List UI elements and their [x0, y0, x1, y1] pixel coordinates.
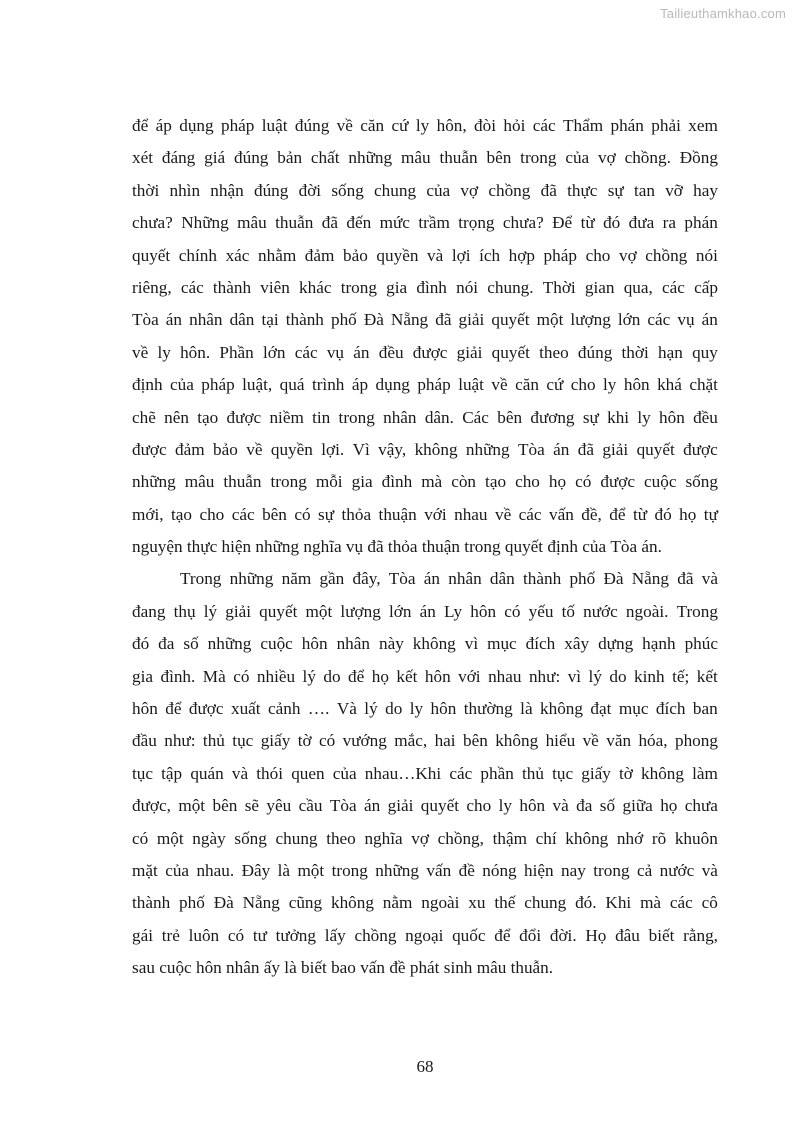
text-line: chưa? Những mâu thuẫn đã đến mức trầm trọng chưa? Để từ đó đưa ra phán — [132, 213, 718, 233]
text-line: định của pháp luật, quá trình áp dụng pháp luật về căn cứ cho ly hôn khá chặt — [132, 375, 718, 395]
text-line: đầu như: thủ tục giấy tờ có vướng mắc, hai bên không hiểu về văn hóa, phong — [132, 731, 718, 751]
text-line: mới, tạo cho các bên có sự thỏa thuận với nhau về các vấn đề, để từ đó họ tự — [132, 504, 718, 524]
text-line: gái trẻ luôn có tư tưởng lấy chồng ngoại quốc để đổi đời. Họ đâu biết rằng, — [132, 925, 718, 945]
text-line: thành phố Đà Nẵng cũng không nằm ngoài xu thế chung đó. Khi mà các cô — [132, 893, 718, 913]
text-line: những mâu thuẫn trong mỗi gia đình mà còn tạo cho họ có được cuộc sống — [132, 472, 718, 492]
text-line: có một ngày sống chung theo nghĩa vợ chồng, thậm chí không nhớ rõ khuôn — [132, 828, 718, 848]
text-line: gia đình. Mà có nhiều lý do để họ kết hôn với nhau như: vì lý do kinh tế; kết — [132, 666, 718, 686]
paragraph — [132, 563, 718, 984]
text-line: Tòa án nhân dân tại thành phố Đà Nẵng đã giải quyết một lượng lớn các vụ án — [132, 310, 718, 330]
text-line: được đảm bảo về quyền lợi. Vì vậy, không những Tòa án đã giải quyết được — [132, 439, 718, 459]
text-line: nguyện thực hiện những nghĩa vụ đã thỏa thuận trong quyết định của Tòa án. — [132, 537, 662, 557]
page-number: 68 — [416, 1057, 434, 1076]
text-line: Trong những năm gần đây, Tòa án nhân dân thành phố Đà Nẵng đã và — [180, 569, 718, 589]
text-line: đó đa số những cuộc hôn nhân này không vì mục đích xây dựng hạnh phúc — [132, 634, 718, 654]
text-line: thời nhìn nhận đúng đời sống chung của vợ chồng đã thực sự tan vỡ hay — [132, 180, 718, 200]
text-line: sau cuộc hôn nhân ấy là biết bao vấn đề phát sinh mâu thuẫn. — [132, 958, 554, 978]
text-line: để áp dụng pháp luật đúng về căn cứ ly hôn, đòi hỏi các Thẩm phán phải xem — [132, 116, 718, 135]
text-line: được, một bên sẽ yêu cầu Tòa án giải quyết cho ly hôn và đa số giữa họ chưa — [132, 796, 718, 816]
text-line: đang thụ lý giải quyết một lượng lớn án Ly hôn có yếu tố nước ngoài. Trong — [132, 601, 718, 621]
text-line: mặt của nhau. Đây là một trong những vấn đề nóng hiện nay trong cả nước và — [132, 860, 718, 880]
text-line: về ly hôn. Phần lớn các vụ án đều được giải quyết theo đúng thời hạn quy — [132, 342, 718, 362]
paragraph — [132, 110, 718, 563]
text-line: tục tập quán và thói quen của nhau…Khi các phần thủ tục giấy tờ không làm — [132, 763, 718, 783]
text-line: hôn để được xuất cảnh …. Và lý do ly hôn thường là không đạt mục đích ban — [132, 699, 718, 719]
text-line: chẽ nên tạo được niềm tin trong nhân dân. Các bên đương sự khi ly hôn đều — [132, 407, 718, 427]
text-line: xét đáng giá đúng bản chất những mâu thuẫn bên trong của vợ chồng. Đồng — [132, 148, 718, 168]
watermark: Tailieuthamkhao.com — [660, 6, 786, 21]
document-body — [132, 110, 718, 985]
text-line: riêng, các thành viên khác trong gia đình nói chung. Thời gian qua, các cấp — [132, 277, 718, 297]
text-line: quyết chính xác nhằm đảm bảo quyền và lợi ích hợp pháp cho vợ chồng nói — [132, 245, 718, 265]
